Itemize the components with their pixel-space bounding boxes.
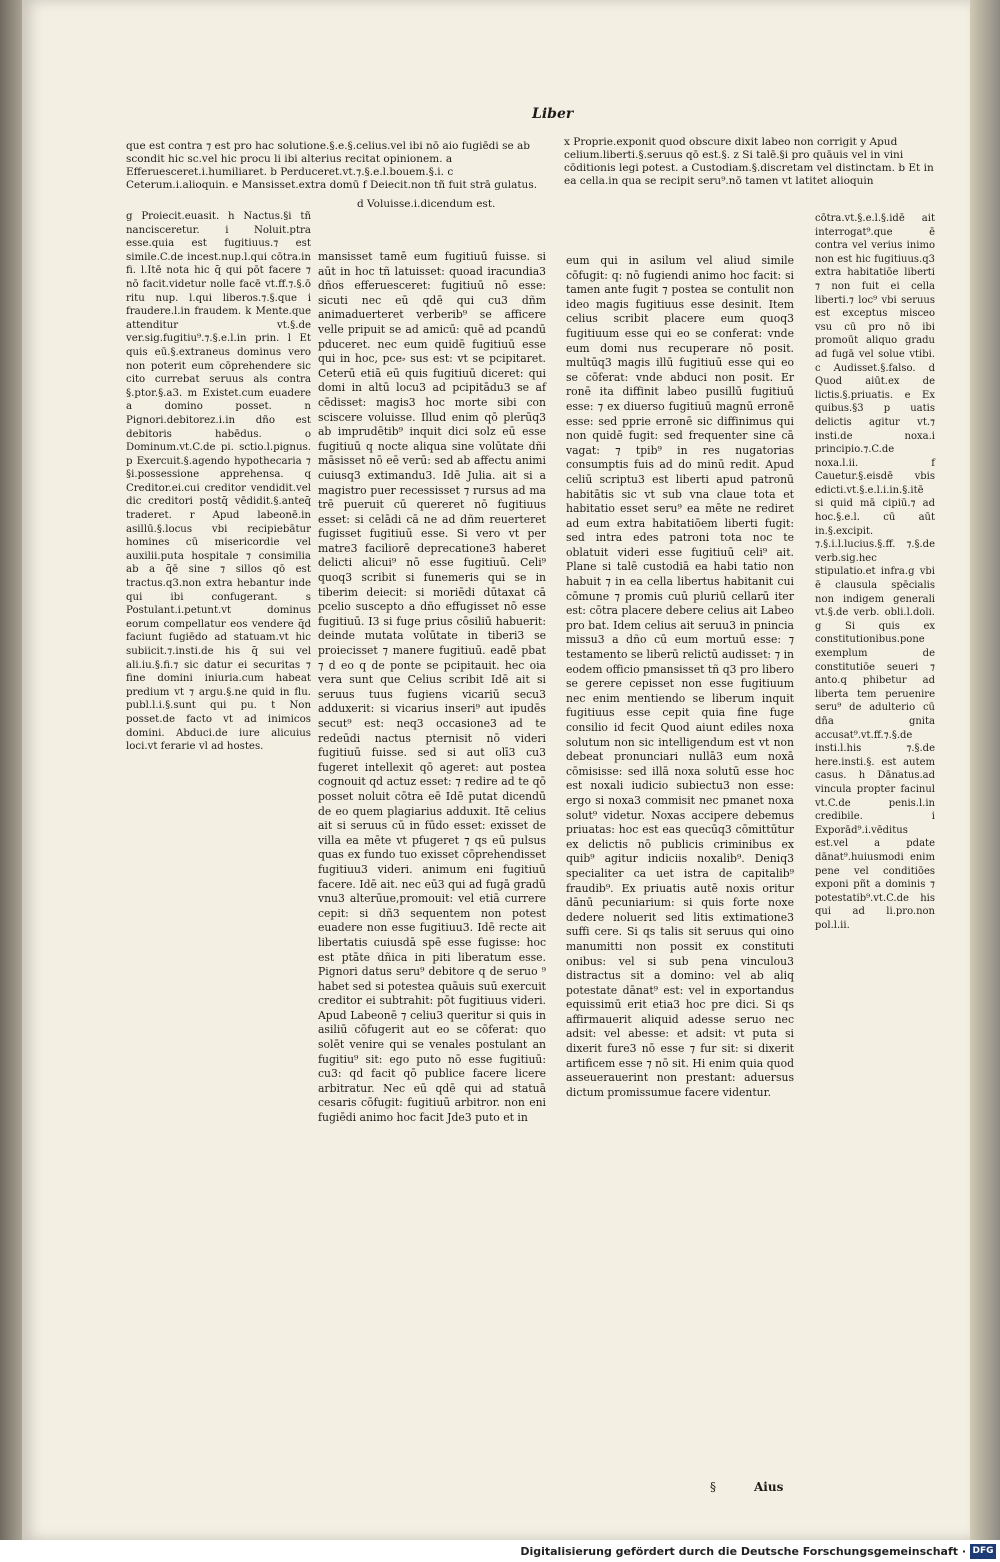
dfg-logo: DFG <box>970 1544 996 1559</box>
gloss-note-d: d Voluisse.i.dicendum est. <box>357 198 496 210</box>
running-head: Liber <box>532 106 574 122</box>
gloss-column-left: g Proiecit.euasit. h Nactus.§i tñ nancisceretur. i Noluit.ptra esse.quia est fugitiuus.⁊ est simile.C.de incest.nup.l.qui cōtra.in fi. l.Itē nota hic q̄ qui pōt facere ⁊ nō facit.videtur nolle facē vt.ff.⁊.§.ō ritu nup. l.qui liberos.⁊.§.que i fraudere.l.in fraudem. k Mente.que attenditur vt.§.de ver.sig.fugitiu⁹.⁊.§.e.l.in prin. l Et quis eū.§.extraneus dominus vero non poterit eum cōprehendere sic cito currebat seruus als contra §.ptor.§.a3. m Existet.cum euadere a domino posset. n Pignori.debitorez.i.in dño est debitoris habēdus. o Dominum.vt.C.de pi. sctio.l.pignus. p Exercuit.§.agendo hypothecaria ⁊ §i.possessione apprehensa. q Creditor.ei.cui creditor vendidit.vel dic creditori postq̄ vēdidit.§.anteq̄ traderet. r Apud labeonē.in asillū.§.locus vbi recipiebātur homines cū misericordie vel auxilii.puta hospitale ⁊ consimilia ab a q̄ē sine ⁊ sillos qō est tractus.q3.non extra hebantur inde qui ibi confugerant. s Postulant.i.petunt.vt dominus eorum compellatur eos vendere q̄d faciunt fugiēdo ad statuam.vt hic subiicit.⁊.insti.de his q̄ sui vel ali.iu.§.fi.⁊ sic datur ei securitas ⁊ fine domini iniuria.cum habeat predium vt ⁊ argu.§.ne quid in flu. publ.l.i.§.sunt qui pu. t Non posset.de facto vt ad inimicos domini. Abduci.de iure alicuius loci.vt ferarie vl ad hostes. <box>126 211 311 753</box>
gloss-column-right: cōtra.vt.§.e.l.§.idē ait interrogat⁹.que ē contra vel verius inimo non est hic fugitiuus.q3 extra habitatiōe liberti ⁊ non fuit ei cella liberti.⁊ loc⁹ vbi seruus est exceptus misceo vsu cū pro nō ibi promoūt aliquo gradu ad fugā vel solue vtibi. c Audisset.§.falso. d Quod aiūt.ex de lictis.§.priuatis. e Ex quibus.§3 p uatis delictis agitur vt.⁊ insti.de noxa.i principio.⁊.C.de noxa.l.ii. f Cauetur.§.eisdē vbis edicti.vt.§.e.l.i.in.§.itē si quid mā cipiū.⁊ ad hoc.§.e.l. cū aūt in.§.excipit. ⁊.§.i.l.lucius.§.ff. ⁊.§.de verb.sig.hec stipulatio.et infra.g vbi ē clausula spēcialis non indigem generali vt.§.de verb. obli.l.doli. g Si quis ex constitutionibus.pone exemplum de constitutiōe seueri ⁊ anto.q phibetur ad liberta tem peruenire seru⁹ de adulterio cū dña gnita accusat⁹.vt.ff.⁊.§.de insti.l.his ⁊.§.de here.insti.§. est autem casus. h Dānatus.ad vincula propter facinul vt.C.de penis.l.in credibile. i Exporād⁹.i.vēditus est.vel a pdate dānat⁹.huiusmodi enim pene vel conditiōes exponi pñt a dominis ⁊ potestatib⁹.vt.C.de his qui ad li.pro.non pol.l.ii. <box>815 213 935 931</box>
book-edge-right <box>970 0 1000 1562</box>
gloss-top-left: que est contra ⁊ est pro hac solutione.§.e.§.celius.vel ibi nō aio fugiēdi se ab scondit hic sc.vel hic procu li ibi alterius recitat opinionem. a Efferuesceret.i.humiliaret. b Perduceret.vt.⁊.§.e.l.bouem.§.i. c Ceterum.i.alioquin. e Mansisset.extra domū f Deiecit.non tñ fuit strā gulatus. <box>126 140 538 191</box>
main-text-column-left: mansisset tamē eum fugitiuū fuisse. si aūt in hoc tñ latuisset: quoad iracundia3 dños efferuesceret: fugitiuū nō esse: sicuti nec eū qdē qui cu3 dñm animaduerteret verberib⁹ se afficere velle pripuit se ad amicū: quē ad pcandū pduceret. nec eum quidē fugitiuū esse qui in hoc, pce⸗ sus est: vt se pcipitaret. Ceterū etiā eū quis fugitiuū diceret: qui domi in altū locu3 ad pcipitādu3 se af cēdisset: magis3 hoc morte sibi con sciscere voluisse. Illud enim qō plerūq3 ab imprudētib⁹ inquit dici solz eū esse fugitiuū q nocte aliqua sine volūtate dñi māsisset nō eē verū: sed ab affectu animi cuiusq3 extimandu3. Idē Julia. ait si a magistro puer recessisset ⁊ rursus ad ma trē pueruit cū quereret nō fugitiuus esset: si celādi cā ne ad dñm reuerteret fugisset fugitiuū esse. Si vero vt per matre3 faciliorē deprecatione3 haberet delicti alicui⁹ nō esse fugitiuū. Celi⁹ quoq3 scribit si funemeris qui se in tiberim deiecit: si moriēdi dūtaxat cā pcelio suscepto a dño effugisset nō esse fugitiuū. I3 si fuge prius cōsiliū habuerit: deinde mutata volūtate in tiberi3 se proiecisset ⁊ manere fugitiuū. eadē pbat ⁊ d eo q de ponte se pcipitauit. hec oia vera sunt que Celius scribit Idē ait si seruus tuus fugiens vicariū secu3 adduxerit: si vicarius inseri⁹ aut ipudēs secut⁹ est: neq3 occasione3 ad te redeūdi nactus pternisit nō videri fugitiuū fuisse. sed si aut olī3 cu3 fugeret intellexit qō ageret: aut postea cognouit qd actuz esset: ⁊ redire ad te qō posset noluit cōtra eē Idē putat dicendū de eo quem plagiarius adduxit. Itē celius ait si seruus cū in fūdo esset: exisset de villa ea mēte vt pfugeret ⁊ qs eū pulsus quas ex fundo tuo exisset cōprehendisset fugitiuu3 videri. animum eni fugitiuū facere. Idē ait. nec eū3 qui ad fugā gradū vnu3 alterūue,promouit: vel etiā currere cepit: si dñ3 sequentem non potest euadere non esse fugitiuu3. Idē recte ait libertatis cuiusdā spē esse fugisse: hoc est ptāte dñica in piti liberatum esse. Pignori datus seru⁹ debitore q de seruo ⁹ habet sed si potestea quāuis suū exercuit creditor ei subtrahit: pōt fugitiuus videri. Apud Labeonē ⁊ celiu3 queritur si quis in asiliū cōfugerit aut eo se cōferat: quo solēt venire qui se venales postulant an fugitiu⁹ sit: ego puto nō esse fugitiuū: cu3: qd facit qō publice facere licere arbitratur. Nec eū qdē qui ad statuā cesaris cōfugit: fugitiuū arbitror. non eni fugiēdi animo hoc facit Jde3 puto et in <box>318 250 546 1125</box>
gloss-top-right: x Proprie.exponit quod obscure dixit labeo non corrigit y Apud celium.liberti.§.seruus qō est.§. z Si talē.§i pro quāuis vel in vini cōditionis legi potest. a Custodiam.§.discretam vel distinctam. b Et in ea cella.in qua se recipit seru⁹.nō tamen vt latitet alioquin <box>564 136 934 187</box>
digitization-credit: Digitalisierung gefördert durch die Deutsche Forschungsgemeinschaft · <box>520 1545 966 1558</box>
catchword: § <box>710 1480 716 1494</box>
bleed-through-text <box>142 1494 562 1507</box>
signature-mark: Aius <box>754 1480 784 1494</box>
book-edge-left <box>0 0 22 1562</box>
main-text-column-right: eum qui in asilum vel aliud simile cōfugit: q: nō fugiendi animo hoc facit: si tamen ante fugit ⁊ postea se contulit non ideo magis fugitiuus esse desinit. Item celius scribit placere eum quoq3 fugitiuum esse qui eo se conferat: vnde eum domi nus recuperare nō posit. multūq3 magis illū fugitiuū esse qui eo se cōferat: vnde abduci non posit. Er ronē ita diffinit labeo pusillū fugitiuū esse: ⁊ ex diuerso fugitiuū magnū erronē esse: sed pprie erronē sic diffinimus qui non quidē fugit: sed frequenter sine cā vagat: ⁊ tpib⁹ in res nugatorias consumptis fuis ad do minū redit. Apud celiū scriptu3 est liberti apud patronū habitātis sic vt sub vna claue tota et habitatio esset seru⁹ ea mēte ne rediret ad eum extra habitatiōem liberti fugit: sed intra edes patroni tota noc te oblatuit videri esse fugitiuū celi⁹ ait. Plane si talē custodiā ea habi tatio non habuit ⁊ in ea cella libertus habitanit cui cōmune ⁊ promis cuū pluriū cellarū iter est: cōtra placere debere celius ait Labeo pro bat. Idem celius ait seruu3 in pnincia missu3 a dño cū eum mortuū esse: ⁊ testamento se liberū relictū audisset: ⁊ in eodem officio pmansisset tñ q3 pro libero se gerere cepisset non esse fugitiuum nec enim mentiendo se liberum inquit fugitiuus esse cepit quia fine fuge consilio id fecit Quod aiunt ediles noxa solutum non sic intelligendum est vt non debeat pronunciari nullā3 eum noxā cōmisisse: sed illā noxa solutū esse hoc est noxali iudicio subiectu3 non esse: ergo si noxa3 commisit nec pmanet noxa solut⁹ videtur. Noxas accipere debemus priuatas: hoc est eas quecūq3 cōmittūtur ex delictis nō publicis criminibus ex quib⁹ agitur indiciis noxalib⁹. Deniq3 specialiter ca uet istra de capitalib⁹ fraudib⁹. Ex priuatis autē noxis oritur dānū pecuniarium: si quis forte noxe dedere noluerit sed litis extimatione3 suffi cere. Si qs talis sit seruus qui oino manumitti non possit ex constituti onibus: vel si sub pena vinculou3 distractus sit a domino: vel ab aliq potestate dānat⁹ est: vel in exportandus equissimū erit etia3 hoc pre dici. Si qs affirmauerit aliquid adesse seruo nec adsit: vel abesse: et adsit: vt puta si dixerit fure3 nō esse ⁊ fur sit: si dixerit artificem esse ⁊ nō sit. Hi enim quia quod asseuerauerint non prestant: aduersus dictum promissumue facere videntur. <box>566 254 794 1099</box>
